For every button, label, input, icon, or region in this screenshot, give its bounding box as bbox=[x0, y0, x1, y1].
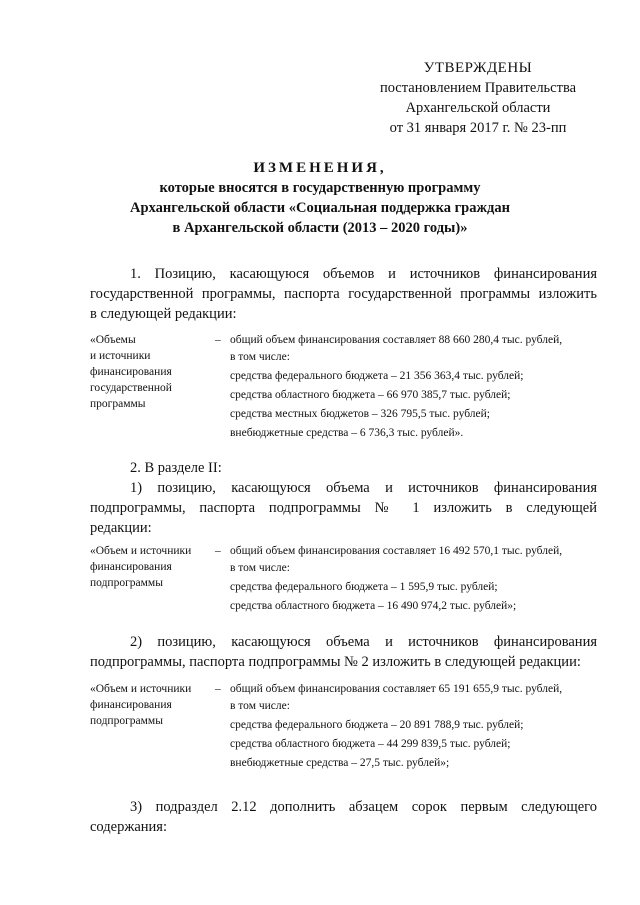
paragraph-line: подпрограммы, паспорта подпрограммы № 2 изложить в следующей редакции: bbox=[90, 654, 581, 670]
table-label: «Объем и источники финансирования подпрограммы bbox=[90, 545, 192, 589]
paragraph-2 bbox=[90, 458, 597, 538]
table-dash: – bbox=[215, 334, 221, 346]
table-label: «Объем и источники финансирования подпрограммы bbox=[90, 683, 192, 727]
paragraph-line: подпрограммы, паспорта подпрограммы № 1 изложить в следующей bbox=[90, 500, 597, 516]
document-heading bbox=[40, 158, 600, 238]
paragraph-line: редакции: bbox=[90, 520, 152, 536]
table-values: общий объем финансирования составляет 88 660 280,4 тыс. рублей, в том числе: средства федерального бюджета – 21 356 363,4 тыс. рублей; средства областного бюджета – 66 970 385,7 тыс. рублей; средства местных бюджетов – 326 795,5 тыс. рублей; внебюджетные средства – 6 736,3 тыс. рублей». bbox=[230, 334, 563, 439]
approval-stamp bbox=[360, 58, 596, 138]
heading-line: которые вносятся в государственную программу bbox=[159, 180, 481, 196]
approval-line: от 31 января 2017 г. № 23-пп bbox=[389, 120, 567, 136]
paragraph-line: 1. Позицию, касающуюся объемов и источников финансирования bbox=[130, 266, 597, 282]
approval-line: постановлением Правительства bbox=[379, 80, 577, 96]
paragraph-line: государственной программы, паспорта государственной программы изложить bbox=[90, 286, 597, 302]
table-values: общий объем финансирования составляет 65 191 655,9 тыс. рублей, в том числе: средства федерального бюджета – 20 891 788,9 тыс. рублей; средства областного бюджета – 44 299 839,5 тыс. рублей; внебюджетные средства – 27,5 тыс. рублей»; bbox=[230, 683, 563, 769]
paragraph-3 bbox=[90, 632, 597, 672]
paragraph-line: 3) подраздел 2.12 дополнить абзацем сорок первым следующего bbox=[130, 799, 597, 815]
paragraph-line: содержания: bbox=[90, 819, 168, 835]
paragraph-line: в следующей редакции: bbox=[90, 306, 237, 322]
paragraph-line: 2) позицию, касающуюся объема и источников финансирования bbox=[130, 634, 597, 650]
approval-title: УТВЕРЖДЕНЫ bbox=[423, 60, 533, 76]
table-label: «Объемы и источники финансирования государственной программы bbox=[90, 334, 172, 410]
paragraph-1 bbox=[90, 264, 597, 324]
paragraph-line: 1) позицию, касающуюся объема и источников финансирования bbox=[130, 480, 597, 496]
heading-line: в Архангельской области (2013 – 2020 годы)» bbox=[172, 220, 468, 236]
table-values: общий объем финансирования составляет 16 492 570,1 тыс. рублей, в том числе: средства федерального бюджета – 1 595,9 тыс. рублей; средства областного бюджета – 16 490 974,2 тыс. рублей»; bbox=[230, 545, 563, 612]
approval-line: Архангельской области bbox=[405, 100, 551, 116]
table-dash: – bbox=[215, 683, 221, 695]
heading-title: ИЗМЕНЕНИЯ, bbox=[253, 160, 387, 176]
paragraph-line: 2. В разделе II: bbox=[130, 460, 222, 476]
paragraph-4 bbox=[90, 797, 597, 837]
table-dash: – bbox=[215, 545, 221, 557]
heading-line: Архангельской области «Социальная поддержка граждан bbox=[130, 200, 510, 216]
